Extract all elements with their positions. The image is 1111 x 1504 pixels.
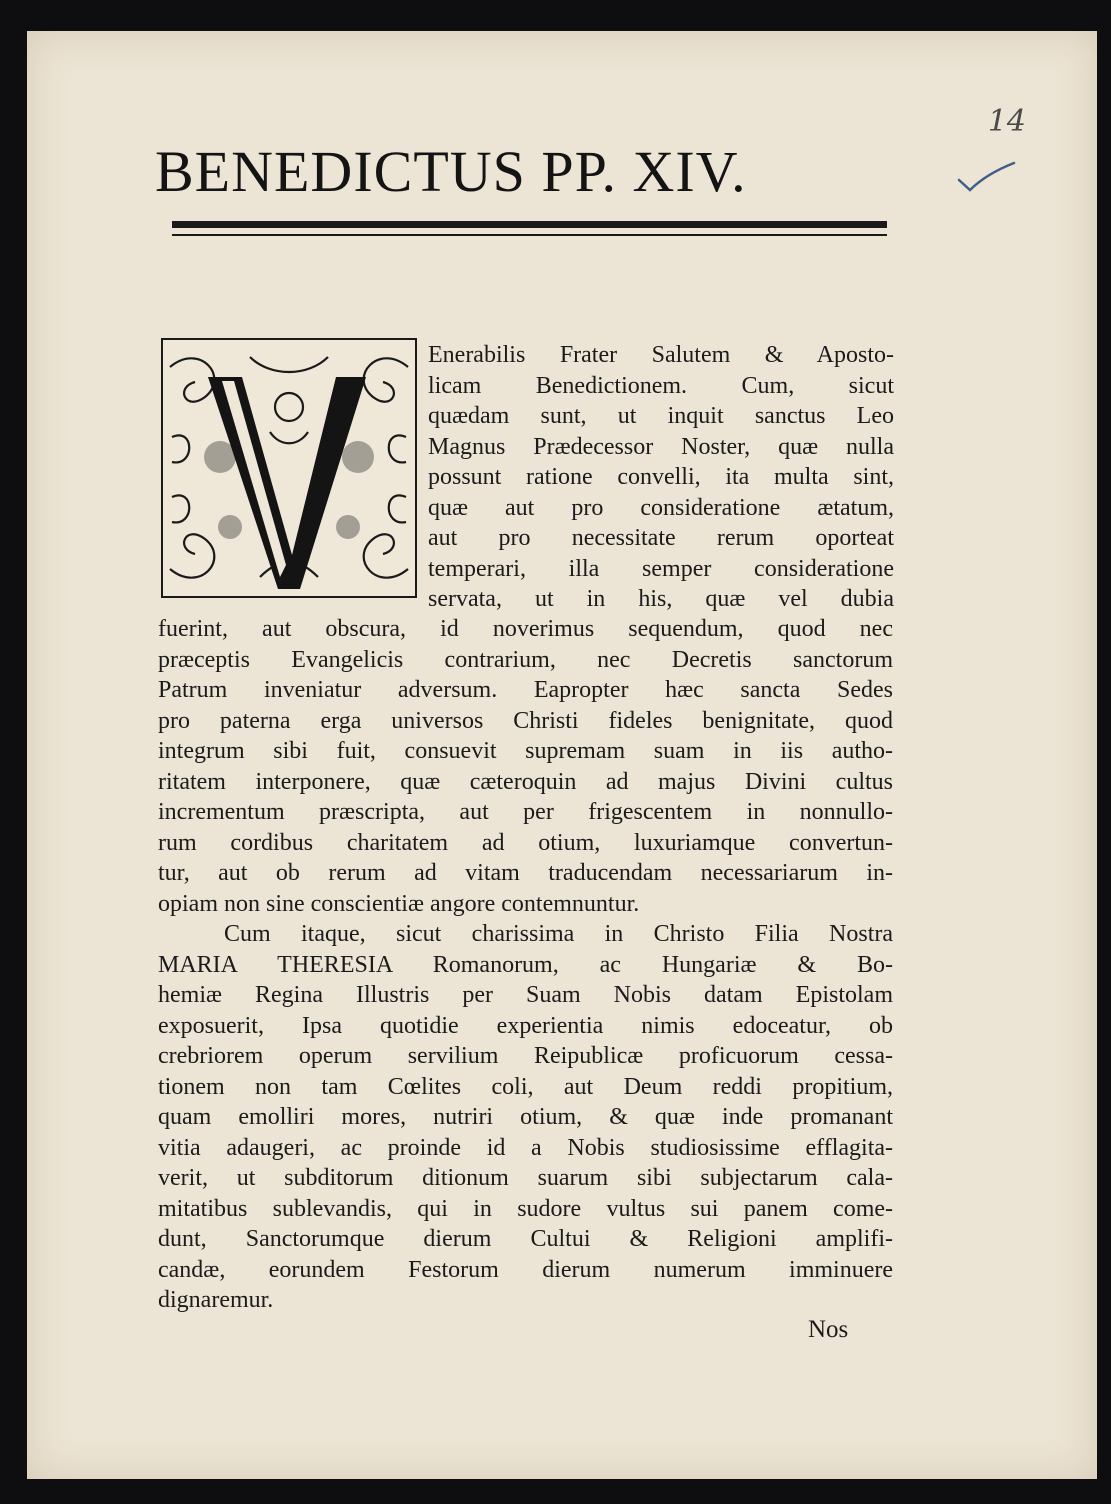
text-line: temperari, illa semper consideratione	[428, 555, 894, 582]
text-line: mitatibus sublevandis, qui in sudore vultus sui panem come-	[158, 1195, 893, 1222]
text-line: quam emolliri mores, nutriri otium, & quæ inde promanant	[158, 1104, 893, 1130]
text-line: aut pro necessitate rerum oporteat	[428, 525, 894, 551]
checkmark-icon	[956, 160, 1018, 198]
text-line: præceptis Evangelicis contrarium, nec Decretis sanctorum	[158, 646, 893, 673]
page-title: BENEDICTUS PP. XIV.	[155, 139, 747, 204]
text-line: dunt, Sanctorumque dierum Cultui & Religioni amplifi-	[158, 1226, 893, 1252]
text-line: tionem non tam Cœlites coli, aut Deum reddi propitium,	[158, 1073, 893, 1100]
text-line: Cum itaque, sicut charissima in Christo Filia Nostra	[224, 921, 893, 947]
text-line: tur, aut ob rerum ad vitam traducendam necessariarum in-	[158, 860, 893, 886]
text-line: servata, ut in his, quæ vel dubia	[428, 586, 894, 612]
paragraph-body	[158, 614, 893, 1316]
text-line: quædam sunt, ut inquit sanctus Leo	[428, 403, 894, 429]
text-line: vitia adaugeri, ac proinde id a Nobis studiosissime efflagita-	[158, 1134, 893, 1161]
title-rule-thin	[172, 234, 887, 236]
text-line: MARIA THERESIA Romanorum, ac Hungariæ & Bo-	[158, 951, 893, 978]
text-line: pro paterna erga universos Christi fideles benignitate, quod	[158, 707, 893, 734]
margin-annotation: 14	[987, 104, 1026, 139]
text-line: rum cordibus charitatem ad otium, luxuriamque convertun-	[158, 829, 893, 856]
text-line: incrementum præscripta, aut per frigescentem in nonnullo-	[158, 799, 893, 825]
text-line: candæ, eorundem Festorum dierum numerum imminuere	[158, 1256, 893, 1283]
text-line: fuerint, aut obscura, id noverimus sequendum, quod nec	[158, 616, 893, 642]
text-line: Patrum inveniatur adversum. Eapropter hæc sancta Sedes	[158, 677, 893, 703]
text-line: licam Benedictionem. Cum, sicut	[428, 372, 894, 399]
text-line: ritatem interponere, quæ cæteroquin ad majus Divini cultus	[158, 768, 893, 795]
text-line: Magnus Prædecessor Noster, quæ nulla	[428, 433, 894, 460]
text-line: opiam non sine conscientiæ angore contemnuntur.	[158, 890, 640, 917]
text-line: crebriorem operum servilium Reipublicæ proficuorum cessa-	[158, 1043, 893, 1069]
text-line: possunt ratione convelli, ita multa sint,	[428, 464, 894, 490]
text-line: hemiæ Regina Illustris per Suam Nobis datam Epistolam	[158, 982, 893, 1008]
title-rule	[172, 221, 887, 228]
text-line: integrum sibi fuit, consuevit supremam suam in iis autho-	[158, 738, 893, 764]
paragraph-opening	[428, 340, 894, 615]
text-line: quæ aut pro consideratione ætatum,	[428, 494, 894, 521]
text-line: verit, ut subditorum ditionum suarum sibi subjectarum cala-	[158, 1165, 893, 1191]
text-line: exposuerit, Ipsa quotidie experientia nimis edoceatur, ob	[158, 1012, 893, 1039]
text-line: dignaremur.	[158, 1287, 274, 1313]
ornamental-initial-icon	[160, 337, 418, 599]
catchword: Nos	[808, 1316, 849, 1343]
text-line: Enerabilis Frater Salutem & Aposto-	[428, 342, 894, 368]
